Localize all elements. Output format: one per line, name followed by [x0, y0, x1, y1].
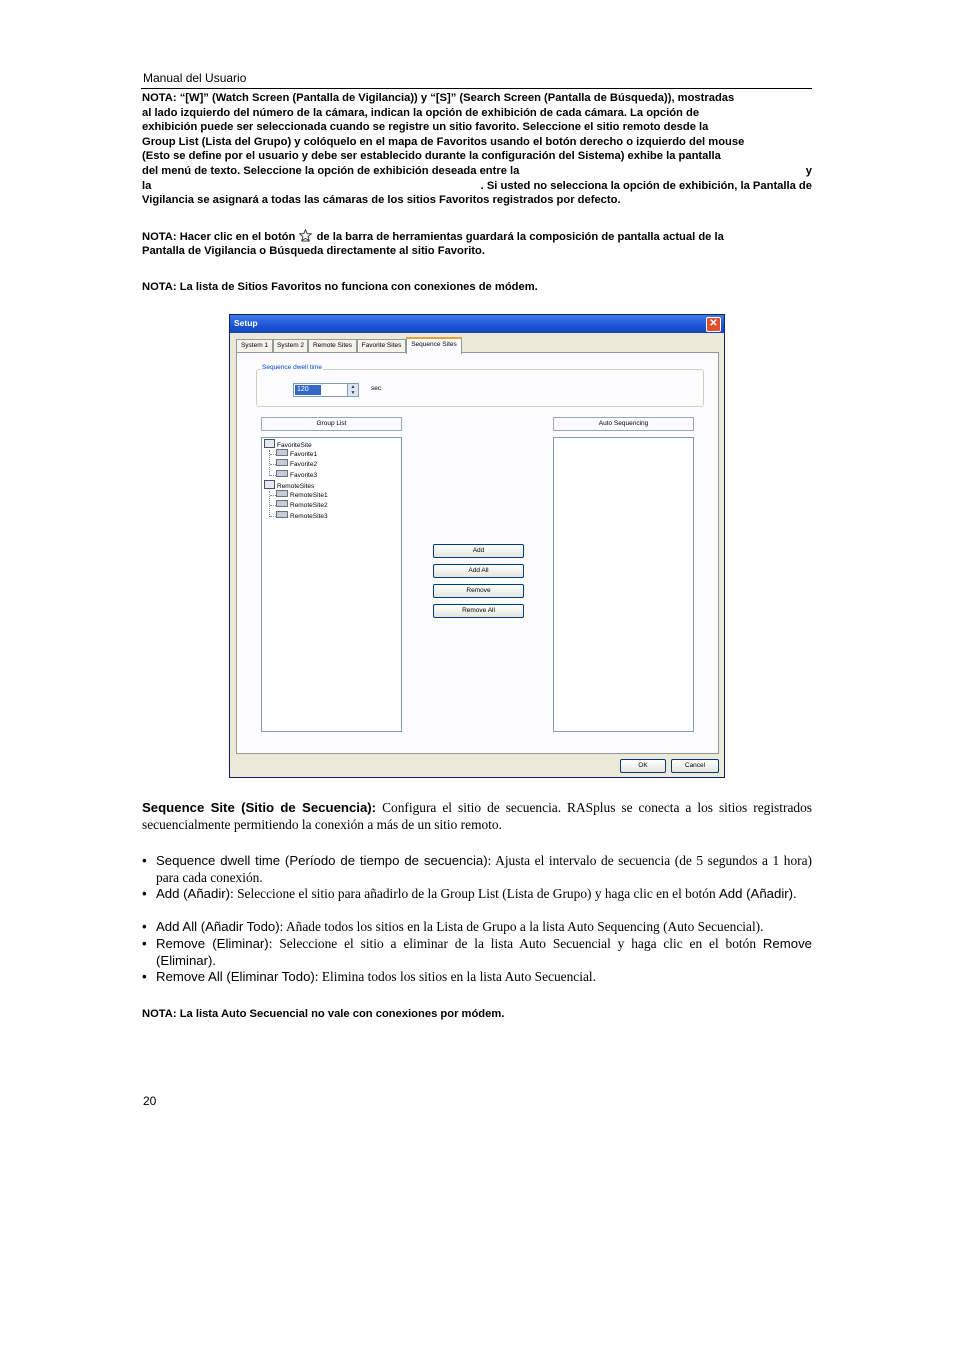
close-icon[interactable]: ✕: [706, 317, 721, 332]
list-item-term: Add (Añadir): [156, 886, 231, 901]
note-line: [142, 229, 812, 244]
bullet-icon: •: [142, 969, 147, 984]
dialog-titlebar[interactable]: [230, 315, 724, 333]
note-line: NOTA: La lista de Sitios Favoritos no funciona con conexiones de módem.: [142, 281, 538, 293]
list-item-term: Remove (Eliminar): [156, 936, 812, 968]
list-item-text: : Seleccione el sitio para añadirlo de la Group List (Lista de Grupo) y haga clic en el botón: [230, 886, 720, 901]
dwell-time-stepper[interactable]: [293, 383, 359, 397]
note-text: de la barra de herramientas guardará la composición de pantalla actual de la: [316, 231, 724, 243]
tree-node-label: FavoriteSite: [277, 442, 312, 449]
list-item-text: : Añade todos los sitios en la Lista de Grupo a la lista Auto Sequencing (Auto Secuencial).: [279, 919, 764, 934]
tab-system-1[interactable]: System 1: [236, 339, 273, 352]
tab-system-2[interactable]: System 2: [273, 339, 308, 352]
tree-node-label: RemoteSite2: [290, 502, 328, 509]
tab-sequence-sites[interactable]: Sequence Sites: [406, 337, 462, 354]
list-item-text: : Seleccione el sitio a eliminar de la lista Auto Secuencial y haga clic en el botón: [268, 936, 763, 951]
add-all-button[interactable]: Add All: [433, 564, 524, 578]
note-line: exhibición puede ser seleccionada cuando se registre un sitio favorito. Seleccione el sitio remoto desde la: [142, 121, 709, 134]
star-icon: [299, 229, 312, 242]
page-number: 20: [143, 1094, 157, 1108]
list-item-term: Add (Añadir): [719, 886, 794, 901]
list-item-text: : Ajusta el intervalo de secuencia (de 5 segundos a 1 hora) para cada conexión.: [156, 853, 812, 885]
note-favorites-modem: [142, 280, 812, 295]
auto-sequencing-list[interactable]: [553, 437, 694, 732]
add-button[interactable]: Add: [433, 544, 524, 558]
setup-dialog: [229, 314, 725, 778]
tree-node-label: RemoteSite1: [290, 492, 328, 499]
tab-favorite-sites[interactable]: Favorite Sites: [357, 339, 406, 352]
spin-down-icon[interactable]: ▼: [347, 390, 358, 396]
note-auto-sequence-modem: [142, 1007, 812, 1022]
tree-node-remotesites[interactable]: [264, 480, 314, 490]
tree-node-favorite2[interactable]: [276, 459, 317, 468]
tree-node-favoritesite[interactable]: [264, 439, 312, 449]
remove-button[interactable]: Remove: [433, 584, 524, 598]
site-folder-icon: [264, 439, 275, 448]
dwell-time-group: [256, 364, 704, 407]
note-line: NOTA: La lista Auto Secuencial no vale con conexiones por módem.: [142, 1008, 505, 1020]
list-item: [142, 919, 812, 936]
sequence-site-text: Configura el sitio de secuencia. RASplus se conecta a los sitios registrados secuencialmente permitiendo la conexión a más de un sitio remoto.: [142, 800, 812, 832]
note-line-left: la: [142, 179, 152, 192]
note-line-left: del menú de texto. Seleccione la opción de exhibición deseada entre la: [142, 164, 520, 177]
dwell-time-value[interactable]: 120: [295, 385, 321, 395]
tree-node-remotesite2[interactable]: [276, 500, 328, 509]
bullet-icon: •: [142, 919, 147, 934]
tree-node-label: Favorite2: [290, 461, 318, 468]
dialog-title: Setup: [234, 318, 258, 328]
list-item-term: Remove (Eliminar): [156, 936, 269, 951]
note-line: Group List (Lista del Grupo) y colóquelo en el mapa de Favoritos usando el botón derecho o izquierdo del mouse: [142, 135, 745, 148]
ok-button[interactable]: OK: [620, 759, 666, 773]
bullet-icon: •: [142, 936, 147, 951]
camera-site-icon: [276, 459, 288, 466]
list-item-term: Sequence dwell time (Período de tiempo de secuencia): [156, 853, 488, 868]
note-save-favorite: [142, 229, 812, 258]
list-item: [142, 969, 812, 986]
tree-node-label: Favorite1: [290, 451, 318, 458]
dwell-unit: sec: [371, 385, 382, 392]
note-line: Vigilancia se asignará a todas las cámaras de los sitios Favoritos registrados por defecto.: [142, 194, 621, 207]
note-line-right: . Si usted no selecciona la opción de exhibición, la Pantalla de: [480, 179, 812, 192]
tree-node-label: Favorite3: [290, 472, 318, 479]
note-line: NOTA: “[W]” (Watch Screen (Pantalla de Vigilancia)) y “[S]” (Search Screen (Pantalla de Búsqueda)), mostradas: [142, 92, 735, 104]
sequence-site-label: Sequence Site (Sitio de Secuencia):: [142, 800, 377, 815]
camera-site-icon: [276, 490, 288, 497]
sequence-site-description: [142, 799, 812, 833]
list-item-text: .: [793, 886, 797, 901]
tree-node-favorite1[interactable]: [276, 449, 317, 458]
dwell-group-label: Sequence dwell time: [262, 364, 322, 371]
tree-node-label: RemoteSite3: [290, 513, 328, 520]
tree-node-label: RemoteSites: [277, 483, 315, 490]
running-header: Manual del Usuario: [143, 71, 247, 85]
note-text: NOTA: Hacer clic en el botón: [142, 231, 296, 243]
header-rule: [141, 88, 812, 89]
spin-up-icon[interactable]: ▲: [347, 384, 358, 390]
note-line: Pantalla de Vigilancia o Búsqueda directamente al sitio Favorito.: [142, 244, 485, 257]
auto-sequencing-header[interactable]: Auto Sequencing: [553, 417, 694, 431]
group-list-header[interactable]: Group List: [261, 417, 402, 431]
tree-node-remotesite1[interactable]: [276, 490, 328, 499]
camera-site-icon: [276, 449, 288, 456]
note-line-right: y: [805, 164, 812, 177]
tab-remote-sites[interactable]: Remote Sites: [308, 339, 357, 352]
group-list-tree[interactable]: [261, 437, 402, 732]
list-item: [142, 936, 812, 969]
bullet-icon: •: [142, 853, 147, 868]
camera-site-icon: [276, 500, 288, 507]
note-line: al lado izquierdo del número de la cámara, indican la opción de exhibición de cada cámara. La opción de: [142, 106, 700, 119]
note-display-option: [142, 91, 812, 208]
tree-node-remotesite3[interactable]: [276, 511, 328, 520]
remove-all-button[interactable]: Remove All: [433, 604, 524, 618]
list-item-text: : Elimina todos los sitios en la lista Auto Secuencial.: [314, 969, 596, 984]
list-item-term: Remove All (Eliminar Todo): [156, 969, 315, 984]
note-line: (Esto se define por el usuario y debe ser establecido durante la configuración del Sistema) exhibe la pantalla: [142, 150, 721, 163]
list-item: [142, 886, 812, 903]
cancel-button[interactable]: Cancel: [671, 759, 719, 773]
tree-node-favorite3[interactable]: [276, 470, 317, 479]
note-line: [142, 179, 812, 194]
list-item-term: Add All (Añadir Todo): [156, 919, 280, 934]
bullet-icon: •: [142, 886, 147, 901]
list-item-text: .: [212, 952, 216, 968]
note-line: [142, 164, 812, 179]
site-folder-icon: [264, 480, 275, 489]
camera-site-icon: [276, 511, 288, 518]
sequence-sites-panel: [236, 352, 719, 754]
list-item: [142, 853, 812, 886]
camera-site-icon: [276, 470, 288, 477]
